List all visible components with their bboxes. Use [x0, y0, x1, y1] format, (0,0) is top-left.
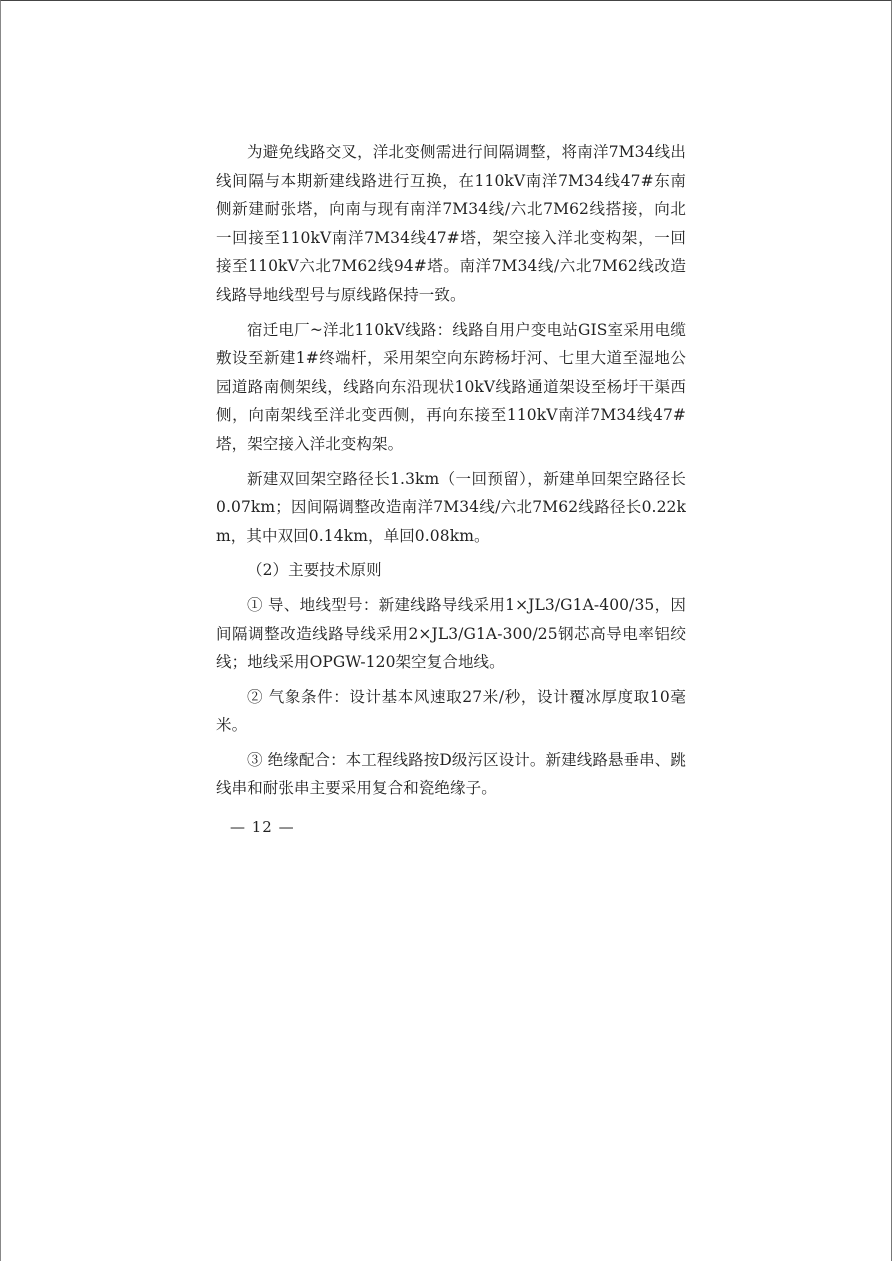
paragraph-interval-adjustment: 为避免线路交叉，洋北变侧需进行间隔调整，将南洋7M34线出线间隔与本期新建线路进行互换，在110kV南洋7M34线47#东南侧新建耐张塔，向南与现有南洋7M34线/六北7M62线搭接，向北一回接至110kV南洋7M34线47#塔，架空接入洋北变构架，一回接至110kV六北7M62线94#塔。南洋7M34线/六北7M62线改造线路导地线型号与原线路保持一致。: [216, 143, 686, 304]
paragraph-line-route: 宿迁电厂~洋北110kV线路：线路自用户变电站GIS室采用电缆敷设至新建1#终端杆，采用架空向东跨杨圩河、七里大道至湿地公园道路南侧架线，线路向东沿现状10kV线路通道架设至杨圩干渠西侧，向南架线至洋北变西侧，再向东接至110kV南洋7M34线47#塔，架空接入洋北变构架。: [216, 320, 686, 453]
section-heading-technical-principles: （2）主要技术原则: [247, 561, 382, 580]
paragraph-insulation: ③ 绝缘配合：本工程线路按D级污区设计。新建线路悬垂串、跳线串和耐张串主要采用复合和瓷绝缘子。: [216, 750, 686, 798]
paragraph-conductor-types: ① 导、地线型号：新建线路导线采用1×JL3/G1A-400/35，因间隔调整改造线路导线采用2×JL3/G1A-300/25钢芯高导电率铝绞线；地线采用OPGW-120架空复合地线。: [216, 595, 686, 672]
paragraph-weather-conditions: ② 气象条件：设计基本风速取27米/秒，设计覆冰厚度取10毫米。: [216, 687, 686, 735]
document-body: [216, 138, 686, 809]
page-number: — 12 —: [230, 818, 295, 836]
paragraph-route-length: 新建双回架空路径长1.3km（一回预留），新建单回架空路径长0.07km；因间隔调整改造南洋7M34线/六北7M62线路径长0.22km，其中双回0.14km，单回0.08km。: [216, 469, 686, 545]
